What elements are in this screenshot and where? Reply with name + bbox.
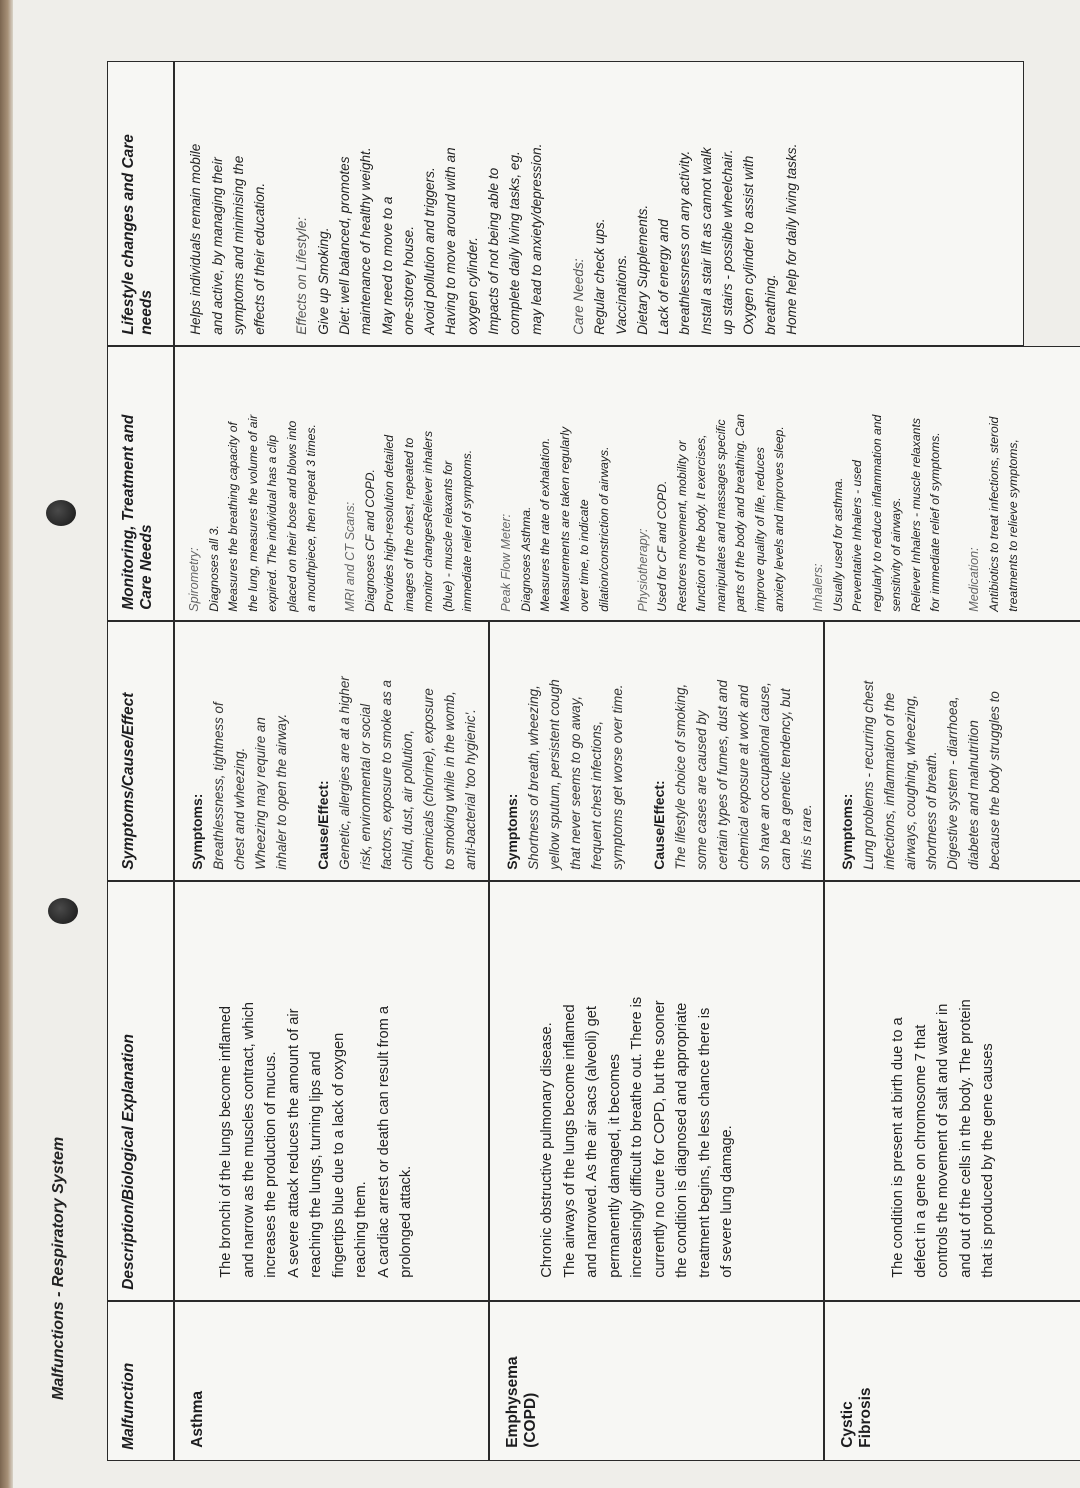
- header-description: [107, 881, 174, 1301]
- section-line: Reliever Inhalers - muscle relaxants: [908, 418, 923, 612]
- header-label: needs: [138, 289, 156, 335]
- section-line: regularly to reduce inflammation and: [869, 414, 884, 612]
- section-line: Impacts of not being able to: [486, 167, 502, 335]
- section-line: inhaler to open the airway.: [274, 713, 290, 870]
- cell-section: [502, 630, 628, 870]
- section-line: may lead to anxiety/depression.: [528, 143, 544, 335]
- section-line: to smoking while in the womb,: [442, 691, 458, 870]
- section-line: chemicals (chlorine), exposure: [421, 688, 437, 870]
- description-line: defect in a gene on chromosome 7 that: [912, 1024, 929, 1278]
- section-line: manipulates and massages specific: [713, 419, 728, 612]
- malfunction-name: (COPD): [522, 1392, 540, 1448]
- section-title: Physiotherapy:: [635, 528, 650, 612]
- description-line: prolonged attack.: [398, 1165, 415, 1278]
- section-line: maintenance of healthy weight.: [358, 147, 374, 335]
- header-lifestyle: [107, 61, 174, 346]
- section-line: placed on their bose and blows into: [284, 420, 299, 612]
- section-line: yellow sputum, persistent cough: [547, 679, 563, 870]
- section-line: Vaccinations.: [613, 254, 629, 335]
- section-line: child, dust, air pollution,: [400, 729, 416, 870]
- monitoring-cell: [174, 346, 1080, 621]
- section-line: breathlessness on any activity.: [677, 150, 693, 335]
- section-line: Lack of energy and: [656, 219, 672, 335]
- description-line: increases the production of mucus.: [263, 1051, 280, 1278]
- section-line: frequent chest infections,: [589, 720, 605, 870]
- cell-section: [313, 630, 481, 870]
- section-line: airways, coughing, wheezing,: [903, 694, 919, 870]
- section-line: improve quality of life, reduces: [752, 447, 767, 612]
- description-line: currently no cure for COPD, but the sooner: [651, 1000, 668, 1278]
- description-line: that is produced by the gene causes: [980, 1043, 997, 1278]
- section-line: Breathlessness, tightness of: [211, 702, 227, 870]
- section-line: sensitivity of airways.: [889, 497, 904, 612]
- header-malfunction: [107, 1301, 174, 1461]
- description-line: the condition is diagnosed and appropriate: [674, 1002, 691, 1278]
- symptoms-cell: [174, 621, 489, 881]
- cell-section: [341, 353, 478, 612]
- section-line: one-storey house.: [400, 225, 416, 335]
- description-line: increasingly difficult to breathe out. There is: [629, 996, 646, 1278]
- section-line: images of the chest, repeated to: [401, 437, 416, 612]
- section-title: Cause/Effect:: [651, 780, 668, 870]
- section-line: shortness of breath.: [924, 751, 940, 870]
- description-line: and narrow as the muscles contract, which: [240, 1002, 257, 1278]
- section-line: Measurements are taken regularly: [557, 426, 572, 612]
- section-line: Preventative Inhalers - used: [850, 460, 865, 612]
- cell-section: [634, 353, 790, 612]
- malfunction-name-cell: [174, 1301, 489, 1461]
- malfunction-name: Cystic: [839, 1401, 857, 1448]
- section-line: Give up Smoking.: [315, 227, 331, 335]
- malfunction-name-cell: [824, 1301, 1080, 1461]
- section-line: infections, inflammation of the: [882, 692, 898, 870]
- section-line: factors, exposure to smoke as a: [379, 680, 395, 870]
- cell-section: [965, 353, 1024, 612]
- cell-section: [568, 68, 802, 335]
- section-line: dilation/constriction of airways.: [596, 446, 611, 612]
- malfunction-name: Asthma: [189, 1390, 207, 1448]
- section-line: monitor changesReliever inhalers: [421, 430, 436, 612]
- description-line: treatment begins, the less chance there is: [696, 1007, 713, 1278]
- section-line: Avoid pollution and triggers.: [422, 167, 438, 335]
- section-line: Shortness of breath, wheezing,: [526, 685, 542, 870]
- malfunction-name: Emphysema: [504, 1356, 522, 1448]
- description-line: controls the movement of salt and water in: [935, 1003, 952, 1278]
- section-line: Home help for daily living tasks.: [783, 143, 799, 335]
- section-line: Helps individuals remain mobile: [188, 143, 204, 335]
- section-line: Having to move around with an: [443, 147, 459, 335]
- section-line: this is rare.: [799, 804, 815, 870]
- section-line: can be a genetic tendency, but: [778, 688, 794, 870]
- description-line: fingertips blue due to a lack of oxygen: [330, 1032, 347, 1278]
- section-line: oxygen cylinder.: [464, 237, 480, 335]
- section-title: Inhalers:: [811, 563, 826, 612]
- description-line: reaching them.: [353, 1181, 370, 1278]
- document-title: Malfunctions - Respiratory System: [50, 1136, 67, 1400]
- cell-section: [837, 630, 1005, 870]
- section-title: MRI and CT Scans:: [343, 501, 358, 612]
- section-line: (blue) - muscle relaxants for: [440, 460, 455, 612]
- section-title: Medication:: [967, 547, 982, 612]
- section-line: Measures the breathing capacity of: [226, 422, 241, 612]
- section-line: The lifestyle choice of smoking,: [673, 683, 689, 870]
- cell-section: [185, 353, 322, 612]
- section-line: function of the body. It exercises,: [694, 434, 709, 612]
- section-line: risk, environmental or social: [358, 703, 374, 870]
- cell-section: [187, 630, 292, 870]
- section-line: Provides high-resolution detailed: [382, 434, 397, 612]
- section-line: Diet: well balanced, promotes: [336, 156, 352, 335]
- cell-section: [291, 68, 547, 335]
- section-line: for immediate relief of symptoms.: [928, 432, 943, 612]
- symptoms-cell: [489, 621, 824, 881]
- header-label: Description/Biological Explanation: [120, 1034, 138, 1290]
- section-line: symptoms get worse over time.: [610, 684, 626, 870]
- section-line: breathing.: [762, 274, 778, 335]
- description-line: and out of the cells in the body. The protein: [957, 999, 974, 1278]
- description-line: The airways of the lungs become inflamed: [561, 1004, 578, 1278]
- section-line: and active, by managing their: [209, 157, 225, 335]
- section-line: expired. The individual has a clip: [265, 434, 280, 612]
- header-label: Lifestyle changes and Care: [120, 134, 138, 335]
- description-cell: [174, 881, 489, 1301]
- section-line: effects of their education.: [252, 182, 268, 335]
- section-line: Used for CF and COPD.: [655, 480, 670, 612]
- description-line: reaching the lungs, turning lips and: [308, 1051, 325, 1278]
- description-cell: [489, 881, 824, 1301]
- cell-section: [649, 630, 817, 870]
- section-line: treatments to relieve symptoms,: [1006, 439, 1021, 612]
- cell-section: [185, 68, 270, 335]
- section-title: Effects on Lifestyle:: [294, 216, 310, 335]
- section-title: Peak Flow Meter:: [499, 513, 514, 612]
- section-line: Wheezing may require an: [253, 717, 269, 870]
- section-line: immediate relief of symptoms.: [460, 449, 475, 612]
- section-title: Symptoms:: [189, 793, 206, 870]
- header-label: Symptoms/Cause/Effect: [120, 692, 138, 870]
- section-line: Genetic, allergies are at a higher: [337, 676, 353, 870]
- section-line: Measures the rate of exhalation.: [538, 437, 553, 612]
- section-line: anxiety levels and improves sleep.: [772, 426, 787, 612]
- description-line: and narrowed. As the air sacs (alveoli) get: [584, 1006, 601, 1278]
- section-line: Diagnoses CF and COPD.: [362, 469, 377, 612]
- header-label: Care Needs: [138, 524, 156, 610]
- description-cell: [824, 881, 1080, 1301]
- section-line: over time, to indicate: [577, 499, 592, 612]
- section-line: certain types of fumes, dust and: [715, 679, 731, 870]
- section-line: that never seems to go away,: [568, 695, 584, 870]
- section-line: chest and wheezing.: [232, 747, 248, 870]
- section-line: May need to move to a: [379, 196, 395, 335]
- description-line: permanently damaged, it becomes: [606, 1053, 623, 1278]
- description-line: of severe lung damage.: [719, 1125, 736, 1278]
- section-line: Lung problems - recurring chest: [861, 680, 877, 870]
- section-line: Install a stair lift as cannot walk: [698, 147, 714, 335]
- description-line: Chronic obstructive pulmonary disease.: [539, 1022, 556, 1278]
- header-symptoms: [107, 621, 174, 881]
- description-line: A severe attack reduces the amount of air: [285, 1008, 302, 1278]
- section-line: up stairs - possible wheelchair.: [720, 149, 736, 335]
- description-line: The bronchi of the lungs become inflamed: [218, 1006, 235, 1278]
- header-label: Malfunction: [120, 1362, 138, 1450]
- section-line: Diagnoses Asthma.: [518, 506, 533, 612]
- cell-section: [809, 353, 946, 612]
- section-line: Antibiotics to treat infections, steroid: [986, 416, 1001, 612]
- section-line: symptoms and minimising the: [230, 155, 246, 335]
- section-title: Symptoms:: [504, 793, 521, 870]
- section-line: Restores movement, mobility or: [674, 440, 689, 612]
- section-line: Dietary Supplements.: [634, 204, 650, 335]
- section-line: diabetes and malnutrition: [966, 720, 982, 870]
- section-line: because the body struggles to: [987, 691, 1003, 870]
- header-monitoring: [107, 346, 174, 621]
- section-title: Symptoms:: [839, 793, 856, 870]
- section-title: Cause/Effect:: [315, 780, 332, 870]
- section-line: a mouthpiece, then repeat 3 times.: [304, 424, 319, 612]
- lifestyle-cell: [174, 61, 1024, 346]
- section-line: Digestive system - diarrhoea,: [945, 696, 961, 870]
- section-line: complete daily living tasks, eg.: [507, 151, 523, 335]
- malfunction-name-cell: [489, 1301, 824, 1461]
- section-line: parts of the body and breathing. Can: [733, 413, 748, 612]
- section-line: so have an occupational cause,: [757, 682, 773, 870]
- section-title: Spirometry:: [187, 547, 202, 612]
- section-line: chemical exposure at work and: [736, 685, 752, 870]
- malfunctions-table: [108, 60, 1080, 1460]
- description-line: A cardiac arrest or death can result from a: [375, 1006, 392, 1278]
- cell-section: [497, 353, 614, 612]
- section-line: the lung, measures the volume of air: [245, 414, 260, 612]
- section-line: Usually used for asthma.: [830, 477, 845, 612]
- symptoms-cell: [824, 621, 1080, 881]
- section-line: Diagnoses all 3.: [206, 525, 221, 612]
- section-line: Regular check ups.: [592, 218, 608, 335]
- section-title: Care Needs:: [570, 258, 586, 335]
- section-line: anti-bacterial 'too hygienic'.: [463, 709, 479, 870]
- header-label: Monitoring, Treatment and: [120, 414, 138, 610]
- section-line: Oxygen cylinder to assist with: [741, 155, 757, 335]
- malfunction-name: Fibrosis: [857, 1387, 875, 1448]
- section-line: some cases are caused by: [694, 710, 710, 870]
- description-line: The condition is present at birth due to a: [890, 1017, 907, 1278]
